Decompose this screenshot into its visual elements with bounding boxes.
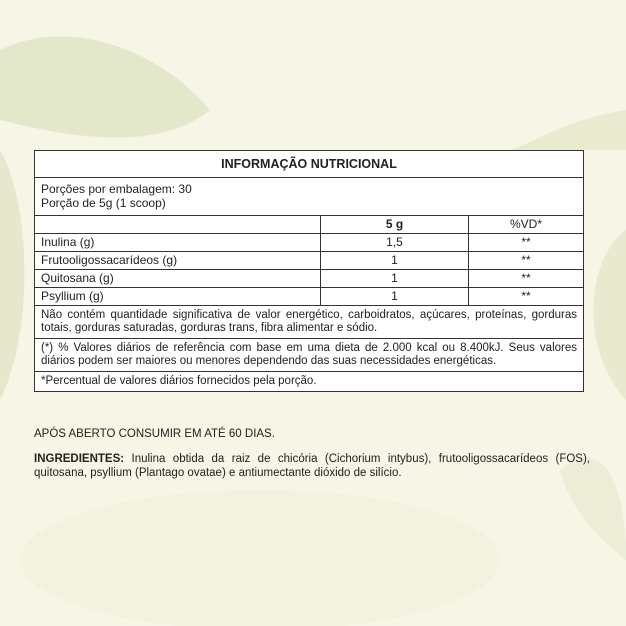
portions-block <box>35 178 583 216</box>
table-row <box>35 270 583 288</box>
nutrient-dv: ** <box>469 288 584 306</box>
ingredients-text: Inulina obtida da raiz de chicória (Cichorium intybus), frutooligossacarídeos (FOS), quitosana, psyllium (Plantago ovatae) e antiumectante dióxido de silício. <box>34 453 590 479</box>
nutrient-name: Inulina (g) <box>35 234 321 252</box>
nutrient-dv: ** <box>469 252 584 270</box>
nutrient-dv: ** <box>469 270 584 288</box>
after-opening-notice: APÓS ABERTO CONSUMIR EM ATÉ 60 DIAS. <box>34 428 275 440</box>
nutrient-name: Quitosana (g) <box>35 270 321 288</box>
nutrient-amount: 1 <box>321 270 469 288</box>
nutrient-amount: 1,5 <box>321 234 469 252</box>
nutrient-table <box>35 216 583 306</box>
serving-size: Porção de 5g (1 scoop) <box>41 196 166 210</box>
table-row <box>35 234 583 252</box>
leaf-right <box>593 230 626 400</box>
note-insignificant: Não contém quantidade significativa de valor energético, carboidratos, açúcares, proteínas, gorduras totais, gorduras saturadas, gorduras trans, fibra alimentar e sódio. <box>35 306 583 339</box>
table-title: INFORMAÇÃO NUTRICIONAL <box>35 151 583 178</box>
nutrient-name: Psyllium (g) <box>35 288 321 306</box>
leaf-left <box>0 150 24 400</box>
table-row <box>35 288 583 306</box>
nutrient-dv: ** <box>469 234 584 252</box>
leaf-top-left <box>0 37 210 138</box>
servings-per-package: Porções por embalagem: 30 <box>41 182 192 196</box>
amount-header: 5 g <box>321 216 469 234</box>
note-percent: *Percentual de valores diários fornecidos pela porção. <box>41 375 317 387</box>
table-row <box>35 252 583 270</box>
glow-bottom <box>20 490 500 626</box>
nutrient-name: Frutooligossacarídeos (g) <box>35 252 321 270</box>
nutrient-amount: 1 <box>321 252 469 270</box>
nutrition-table <box>34 150 584 392</box>
nutrient-amount: 1 <box>321 288 469 306</box>
note-reference: (*) % Valores diários de referência com base em uma dieta de 2.000 kcal ou 8.400kJ. Seus valores diários podem ser maiores ou menores dependendo das suas necessidades energéticas. <box>35 339 583 372</box>
ingredients-label: INGREDIENTES: <box>34 453 125 465</box>
table-header-row <box>35 216 583 234</box>
ingredients-paragraph <box>34 452 590 480</box>
leaf-top-right <box>510 110 626 150</box>
dv-header: %VD* <box>469 216 584 234</box>
